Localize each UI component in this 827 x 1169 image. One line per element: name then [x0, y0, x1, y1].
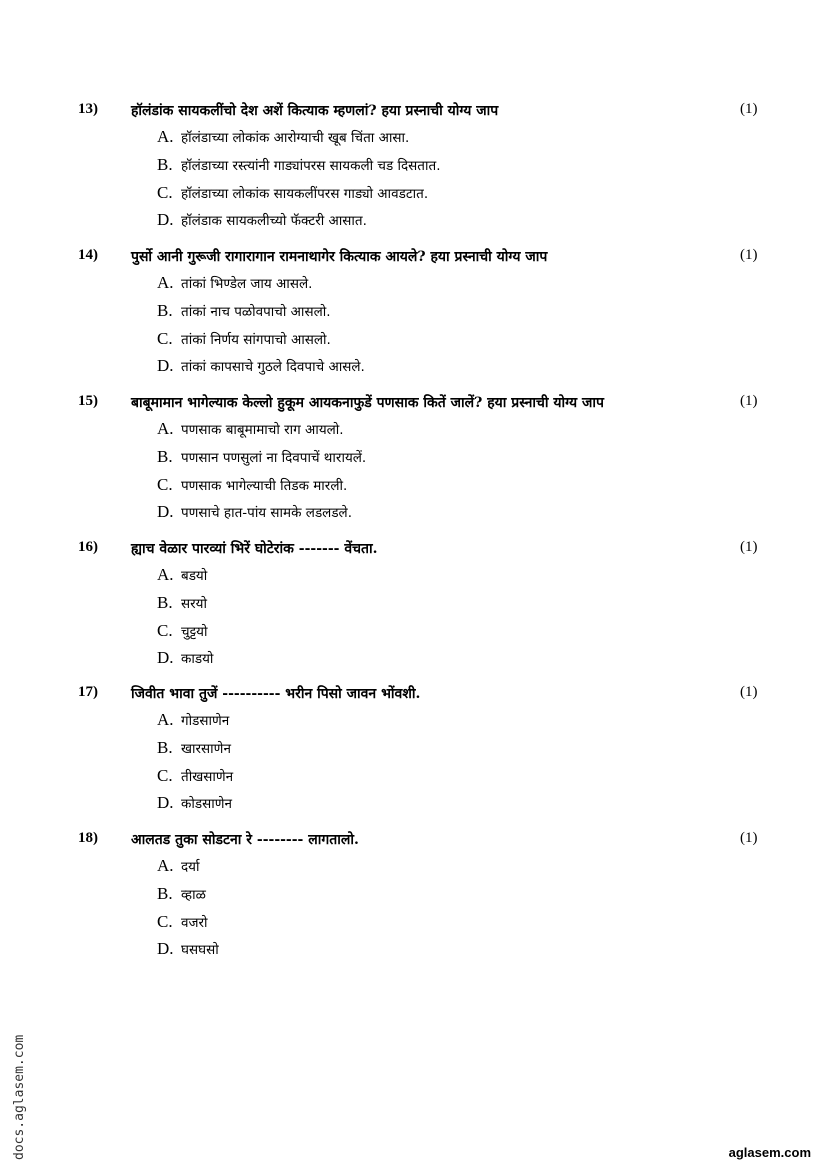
answer-option [157, 793, 232, 813]
question-marks: (1) [740, 684, 758, 700]
option-letter: C. [157, 912, 173, 931]
question-number: 13) [78, 101, 98, 117]
answer-option [157, 475, 347, 495]
answer-option [157, 912, 208, 932]
option-text: खारसाणेन [181, 741, 231, 757]
option-text: तांकां भिण्डेल जाय आसले. [181, 276, 313, 292]
option-text: पणसाक बाबूमामाचो राग आयलो. [181, 422, 344, 438]
question-marks: (1) [740, 101, 758, 117]
answer-option [157, 856, 200, 876]
answer-option [157, 329, 331, 349]
option-text: वजरो [181, 915, 208, 931]
answer-option [157, 565, 207, 585]
option-text: बडयो [181, 568, 208, 584]
option-text: हॉलंडाक सायकलीच्यो फॅक्टरी आसात. [181, 213, 367, 229]
option-text: दर्या [181, 859, 200, 875]
question-marks: (1) [740, 830, 758, 846]
question-text: आलतड तुका सोडटना रे -------- लागतालो. [131, 832, 359, 848]
option-text: कोडसाणेन [181, 796, 232, 812]
question-marks: (1) [740, 539, 758, 555]
question-number: 14) [78, 247, 98, 263]
option-letter: D. [157, 939, 174, 958]
answer-option [157, 884, 206, 904]
answer-option [157, 447, 366, 467]
option-letter: B. [157, 593, 173, 612]
option-text: गोडसाणेन [181, 713, 230, 729]
answer-option [157, 210, 367, 230]
option-text: सरयो [181, 596, 207, 612]
option-letter: D. [157, 648, 174, 667]
option-letter: B. [157, 155, 173, 174]
option-text: काडयो [181, 651, 214, 667]
option-letter: D. [157, 793, 174, 812]
option-letter: B. [157, 301, 173, 320]
answer-option [157, 939, 219, 959]
option-letter: A. [157, 273, 174, 292]
option-text: हॉलंडाच्या लोकांक सायकलींपरस गाड्यो आवडटात. [181, 186, 429, 202]
question-number: 16) [78, 539, 98, 555]
option-text: हॉलंडाच्या लोकांक आरोग्याची खूब चिंता आसा. [181, 130, 410, 146]
option-text: तांकां नाच पळोवपाचो आसलो. [181, 304, 331, 320]
answer-option [157, 273, 312, 293]
answer-option [157, 738, 231, 758]
answer-option [157, 155, 441, 175]
question-number: 17) [78, 684, 98, 700]
question-text: पुर्सो आनी गुरूजी रागारागान रामनाथागेर कित्याक आयले? हया प्रस्नाची योग्य जाप [131, 249, 548, 265]
option-letter: D. [157, 210, 174, 229]
side-watermark: docs.aglasem.com [12, 1034, 27, 1160]
option-text: तांकां निर्णय सांगपाचो आसलो. [181, 332, 331, 348]
option-text: चुट्टयो [181, 624, 208, 640]
option-letter: C. [157, 621, 173, 640]
option-text: तांकां कापसाचे गुठले दिवपाचे आसले. [181, 359, 365, 375]
option-letter: C. [157, 183, 173, 202]
option-letter: D. [157, 356, 174, 375]
answer-option [157, 356, 365, 376]
answer-option [157, 502, 352, 522]
question-text: हॉलंडांक सायकलींचो देश अशें कित्याक म्हणलां? हया प्रस्नाची योग्य जाप [131, 103, 499, 119]
answer-option [157, 183, 428, 203]
option-letter: B. [157, 738, 173, 757]
question-marks: (1) [740, 247, 758, 263]
option-letter: A. [157, 419, 174, 438]
brand-watermark: aglasem.com [728, 1145, 811, 1160]
answer-option [157, 648, 213, 668]
answer-option [157, 419, 344, 439]
question-number: 15) [78, 393, 98, 409]
answer-option [157, 593, 207, 613]
option-letter: A. [157, 710, 174, 729]
option-letter: D. [157, 502, 174, 521]
option-letter: C. [157, 766, 173, 785]
option-letter: C. [157, 329, 173, 348]
option-text: व्हाळ [181, 887, 206, 903]
answer-option [157, 301, 331, 321]
question-marks: (1) [740, 393, 758, 409]
question-text: ह्याच वेळार पारव्यां भिरें घोटेरांक ------- वेंचता. [131, 541, 378, 557]
option-letter: A. [157, 565, 174, 584]
option-text: तीखसाणेन [181, 769, 234, 785]
answer-option [157, 710, 229, 730]
option-text: पणसान पणसुलां ना दिवपाचें थारायलें. [181, 450, 367, 466]
answer-option [157, 621, 208, 641]
option-letter: B. [157, 884, 173, 903]
option-letter: B. [157, 447, 173, 466]
question-text: बाबूमामान भागेल्याक केल्लो हुकूम आयकनाफुडें पणसाक कितें जालें? हया प्रस्नाची योग्य जाप [131, 395, 604, 411]
option-text: घसघसो [181, 942, 219, 958]
option-text: हॉलंडाच्या रस्त्यांनी गाड्यांपरस सायकली चड दिसतात. [181, 158, 441, 174]
answer-option [157, 127, 409, 147]
question-number: 18) [78, 830, 98, 846]
option-letter: A. [157, 856, 174, 875]
option-text: पणसाक भागेल्याची तिडक मारली. [181, 478, 348, 494]
option-text: पणसाचे हात-पांय सामके लडलडले. [181, 505, 352, 521]
question-text: जिवीत भावा तुजें ---------- भरीन पिसो जावन भोंवशी. [131, 686, 421, 702]
answer-option [157, 766, 233, 786]
option-letter: C. [157, 475, 173, 494]
option-letter: A. [157, 127, 174, 146]
